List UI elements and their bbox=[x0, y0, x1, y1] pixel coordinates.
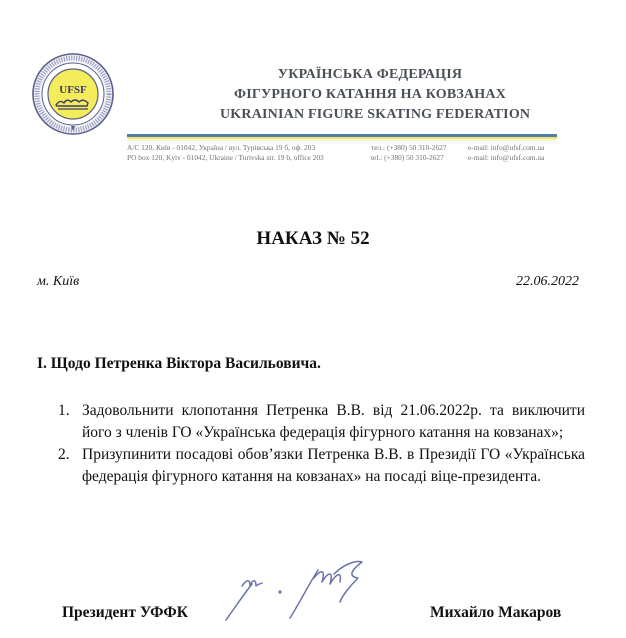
signatory-role: Президент УФФК bbox=[62, 604, 188, 621]
phone-uk: тел.: (+380) 50 310-2627 bbox=[371, 143, 447, 152]
signatory-name: Михайло Макаров bbox=[430, 604, 562, 621]
header-stripe-shadow bbox=[127, 139, 557, 141]
document-date: 22.06.2022 bbox=[516, 274, 579, 289]
list-item-text: Задовольнити клопотання Петренка В.В. від 21.06.2022р. та виключити його з членів ГО «Українська федерація фігурного катання на ковзанах»; bbox=[82, 402, 585, 441]
list-item-number: 1. bbox=[58, 402, 70, 419]
email-en: e-mail: info@ufsf.com.ua bbox=[468, 153, 545, 162]
handwritten-signature-icon bbox=[222, 556, 392, 626]
ufsf-emblem-icon bbox=[31, 52, 115, 136]
list-item bbox=[58, 400, 585, 444]
order-items bbox=[58, 400, 585, 488]
logo-abbr: UFSF bbox=[59, 84, 87, 96]
org-name-en: UKRAINIAN FIGURE SKATING FEDERATION bbox=[220, 107, 531, 122]
list-item bbox=[58, 444, 585, 488]
address-uk: А/С 120, Київ - 01042, Україна / вул. Турівська 19 б, оф. 203 bbox=[127, 143, 316, 152]
document-title: НАКАЗ № 52 bbox=[256, 228, 370, 249]
org-name-uk-line2: ФІГУРНОГО КАТАННЯ НА КОВЗАНАХ bbox=[233, 87, 507, 102]
list-item-number: 2. bbox=[58, 446, 70, 463]
email-uk: e-mail: info@ufsf.com.ua bbox=[468, 143, 545, 152]
org-name-uk-line1: УКРАЇНСЬКА ФЕДЕРАЦІЯ bbox=[277, 67, 463, 82]
list-item-text: Призупинити посадові обов’язки Петренка В.В. в Президії ГО «Українська федерація фігурного катання на ковзанах» на посаді віце-президента. bbox=[82, 446, 585, 485]
address-en: PO box 120, Kyiv - 01042, Ukraine / Turivska str. 19 b, office 203 bbox=[127, 153, 324, 162]
document-place: м. Київ bbox=[37, 274, 80, 289]
section-heading: I. Щодо Петренка Віктора Васильовича. bbox=[37, 355, 321, 372]
phone-en: tel.: (+380) 50 310-2627 bbox=[371, 153, 444, 162]
